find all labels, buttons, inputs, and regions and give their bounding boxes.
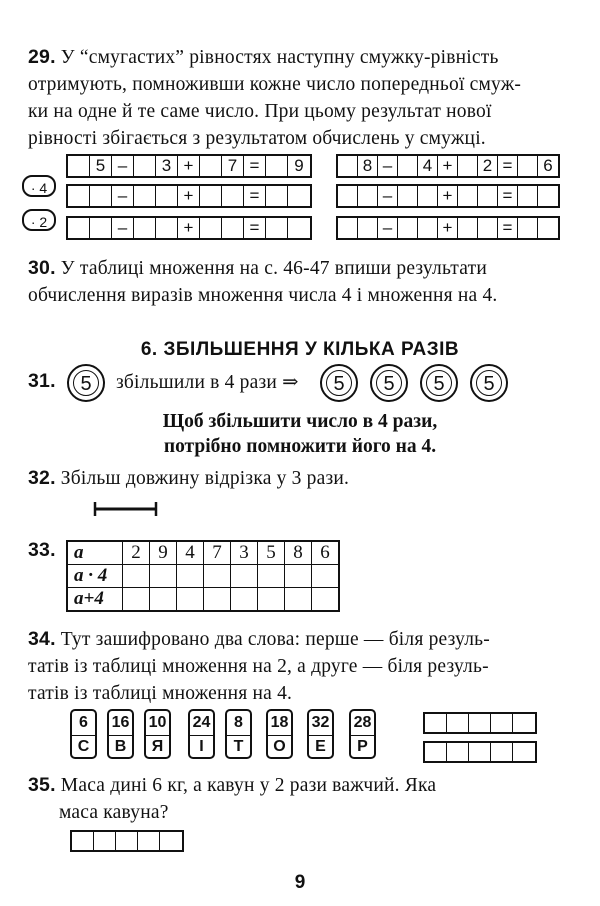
- task-30-text: [28, 255, 588, 309]
- task-34-text: [28, 626, 588, 707]
- strip-left-row-1: 5 – 3 + 7 = 9: [66, 154, 312, 178]
- task-35-line-1: Маса дині 6 кг, а кавун у 2 рази важчий. Яка: [60, 775, 437, 796]
- coin-5-icon: 5: [320, 364, 358, 402]
- table-row: а 2 9 4 7 3 5 8 6: [67, 541, 339, 565]
- multiplication-table: [66, 540, 340, 612]
- task-31-text: збільшили в 4 рази ⇒: [116, 372, 299, 393]
- task-29-number: 29.: [28, 46, 56, 68]
- rule-box: [0, 409, 600, 459]
- task-29-line-4: рівності збігається з результатом обчислень у смужці.: [28, 128, 486, 149]
- task-33-number: 33.: [28, 539, 56, 561]
- strip-right-row-3[interactable]: – + =: [336, 216, 560, 240]
- task-30-line-2: обчислення виразів множення числа 4 і множення на 4.: [28, 285, 498, 306]
- task-29-line-3: ки на одне й те саме число. При цьому результат нової: [28, 101, 492, 122]
- rule-line-1: Щоб збільшити число в 4 рази,: [162, 411, 438, 432]
- task-30-line-1: У таблиці множення на с. 46-47 впиши результати: [60, 258, 487, 279]
- task-32-text: 32. Збільш довжину відрізка у 3 рази.: [28, 467, 350, 489]
- task-35-number: 35.: [28, 774, 56, 796]
- segment-line: [92, 500, 162, 518]
- cipher-key: 10 Я: [144, 709, 171, 759]
- implies-arrow: ⇒: [282, 372, 299, 393]
- task-35-line-2: маса кавуна?: [59, 802, 169, 823]
- coin-5-icon: 5: [370, 364, 408, 402]
- task-29-line-2: отримують, помноживши кожне число попередньої смуж-: [28, 74, 522, 95]
- cipher-key: 6 С: [70, 709, 97, 759]
- table-row: а+4: [67, 588, 339, 612]
- strip-left-row-2[interactable]: – + =: [66, 184, 312, 208]
- coin-5-icon: 5: [470, 364, 508, 402]
- answer-word-1-boxes[interactable]: [423, 712, 537, 734]
- strip-left-row-3[interactable]: – + =: [66, 216, 312, 240]
- task-34-line-3: татів із таблиці множення на 4.: [28, 683, 293, 704]
- cipher-key: 8 Т: [225, 709, 252, 759]
- table-row: а · 4: [67, 565, 339, 588]
- task-35-text: [28, 772, 588, 826]
- coin-5-icon: 5: [67, 364, 105, 402]
- cipher-key: 32 Е: [307, 709, 334, 759]
- task-31-number: 31.: [28, 370, 56, 392]
- task-34-number: 34.: [28, 628, 56, 650]
- task-34-line-2: татів із таблиці множення на 2, а друге — біля резуль-: [28, 656, 489, 677]
- cipher-key: 18 О: [266, 709, 293, 759]
- task-30-number: 30.: [28, 257, 56, 279]
- section-title: 6. ЗБІЛЬШЕННЯ У КІЛЬКА РАЗІВ: [140, 339, 460, 360]
- task-29-text: [28, 44, 578, 152]
- answer-boxes-35[interactable]: [70, 830, 184, 852]
- cipher-key: 28 Р: [349, 709, 376, 759]
- page-number: 9: [294, 872, 306, 893]
- multiplier-by-2: · 2: [22, 209, 56, 231]
- answer-word-2-boxes[interactable]: [423, 741, 537, 763]
- cipher-key: 24 І: [188, 709, 215, 759]
- strip-right-row-1: 8 – 4 + 2 = 6: [336, 154, 560, 178]
- coin-5-icon: 5: [420, 364, 458, 402]
- strip-right-row-2[interactable]: – + =: [336, 184, 560, 208]
- task-34-line-1: Тут зашифровано два слова: перше — біля резуль-: [60, 629, 490, 650]
- rule-line-2: потрібно помножити його на 4.: [163, 436, 437, 457]
- multiplier-by-4: · 4: [22, 175, 56, 197]
- task-29-line-1: У “смугастих” рівностях наступну смужку-рівність: [60, 47, 499, 68]
- cipher-key: 16 В: [107, 709, 134, 759]
